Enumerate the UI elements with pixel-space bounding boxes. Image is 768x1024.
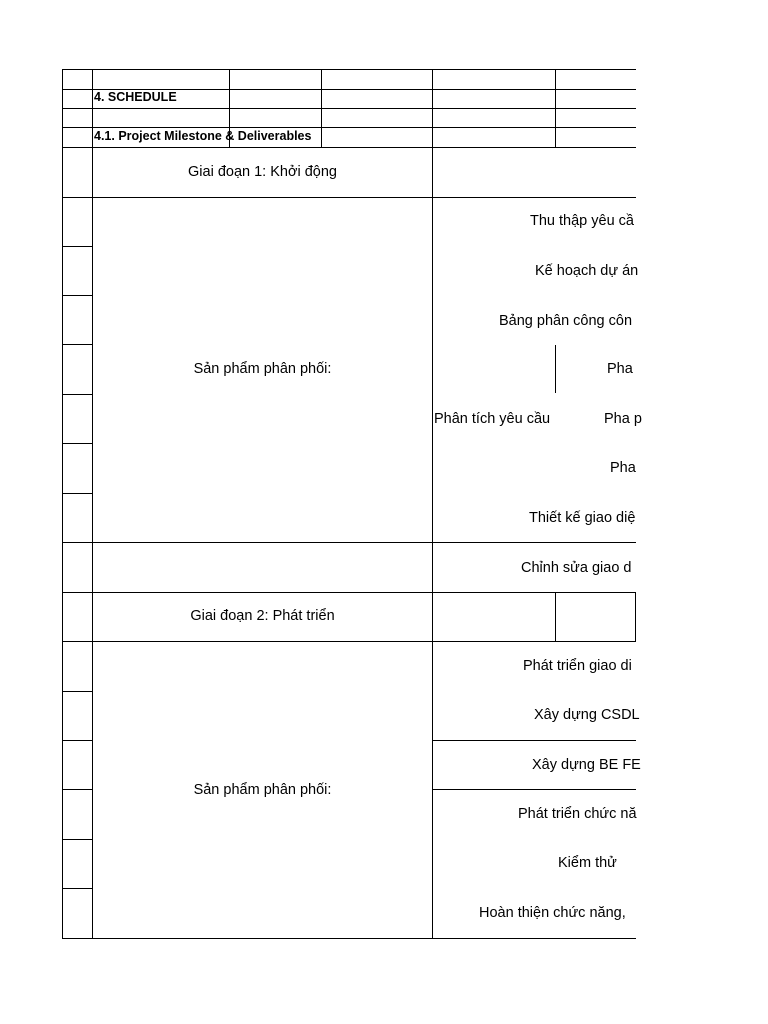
grid-line [62,246,93,247]
grid-line [62,888,93,889]
grid-line [555,69,556,147]
grid-line [62,740,93,741]
grid-line [62,592,636,593]
phase2-deliverables-label: Sản phẩm phân phối: [193,782,332,798]
cell-ui-revise: Chỉnh sửa giao d [521,560,632,576]
grid-line [432,789,636,790]
grid-line [62,69,636,70]
grid-line [62,69,63,939]
grid-line [62,108,636,109]
cell-project-plan: Kế hoạch dự án [535,263,639,279]
cell-build-db: Xây dựng CSDL [534,707,640,723]
grid-line [62,789,93,790]
grid-line [62,344,93,345]
phase1-title: Giai đoạn 1: Khởi động [188,164,337,180]
grid-line [62,938,636,939]
grid-line [62,295,93,296]
cell-feature-finish: Hoàn thiện chức năng, [479,905,626,921]
cell-build-be: Xây dựng BE FE [532,757,641,773]
cell-pha-sub-1: Pha p [604,411,642,427]
grid-line [432,69,433,147]
grid-line [62,493,93,494]
cell-feature-develop: Phát triển chức nă [518,806,637,822]
phase2-title: Giai đoạn 2: Phát triển [190,608,335,624]
cell-ui-develop: Phát triển giao di [523,658,632,674]
phase1-deliverables-label: Sản phẩm phân phối: [193,361,332,377]
grid-line [92,69,93,939]
cell-requirement-analysis: Phân tích yêu cầu [434,411,551,427]
grid-line [635,592,636,642]
grid-line [62,394,93,395]
grid-line [62,197,93,198]
grid-line [62,147,636,148]
section-title: 4. SCHEDULE [94,90,177,104]
grid-line [62,443,93,444]
subsection-title: 4.1. Project Milestone & Deliverables [94,129,312,143]
cell-pha-sub-2: Pha [610,460,636,476]
grid-line [62,691,93,692]
grid-line [92,197,636,198]
cell-task-assignment: Bảng phân công côn [499,313,633,329]
grid-line [432,147,433,939]
grid-line [555,345,556,393]
grid-line [62,839,93,840]
cell-pha-heading: Pha [607,361,633,377]
grid-line [432,740,636,741]
grid-line [321,69,322,147]
grid-line [555,592,556,642]
grid-line [62,641,636,642]
grid-line [62,542,636,543]
cell-ui-design: Thiết kế giao diệ [529,510,636,526]
cell-collect-requirements: Thu thập yêu cầ [530,213,634,229]
cell-testing: Kiểm thử [558,855,617,871]
